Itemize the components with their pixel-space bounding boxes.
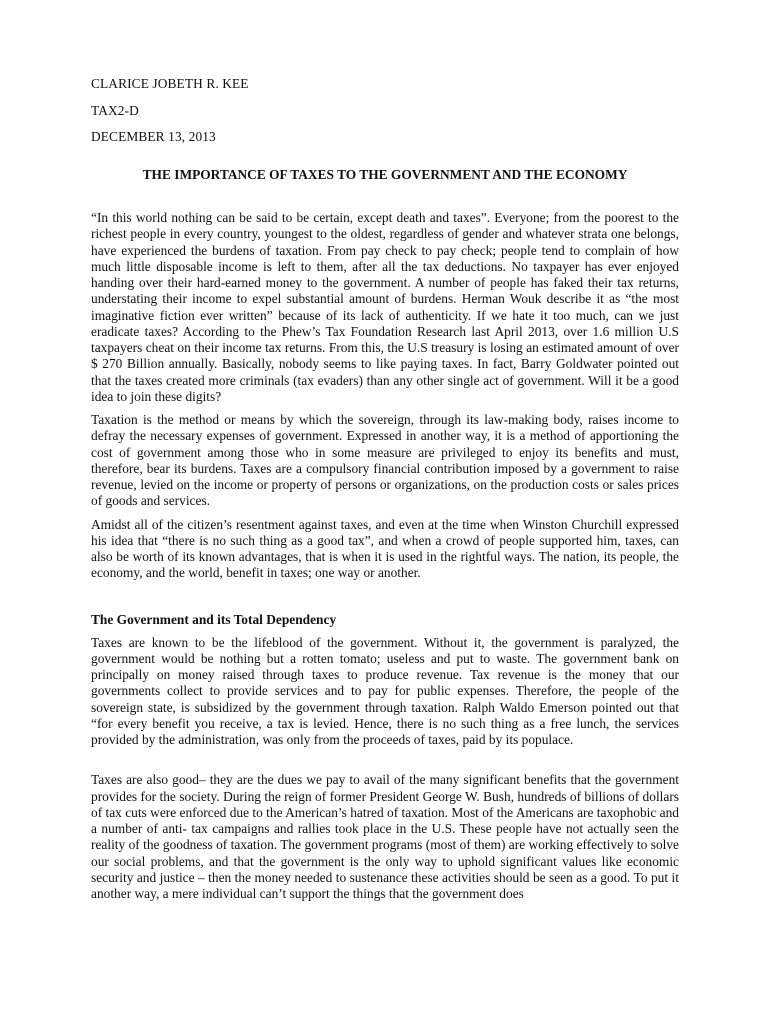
intro-paragraph-3: Amidst all of the citizen’s resentment against taxes, and even at the time when Winston Churchill expressed his idea that “there is no such thing as a good tax”, and when a crowd of people supported him, taxes, can also be worth of its known advantages, that is when it is used in the rightful ways. The nation, its people, the economy, and the world, benefit in taxes; one way or another.	[91, 516, 679, 581]
intro-paragraph-2: Taxation is the method or means by which the sovereign, through its law-making body, raises income to defray the necessary expenses of government. Expressed in another way, it is a method of apportioning the cost of government among those who in some measure are privileged to enjoy its benefits and must, therefore, bear its burdens. Taxes are a compulsory financial contribution imposed by a government to raise revenue, levied on the income or property of persons or organizations, on the production costs or sales prices of goods and services.	[91, 412, 679, 509]
course-code: TAX2-D	[91, 102, 139, 118]
author-name: CLARICE JOBETH R. KEE	[91, 76, 249, 91]
intro-paragraph-1: “In this world nothing can be said to be certain, except death and taxes”. Everyone; from the poorest to the richest people in every country, youngest to the oldest, regardless of gender and whatever strata one belongs, have experienced the burdens of taxation. From pay check to pay check; people tend to complain of how much little disposable income is left to them, after all the tax deductions. No taxpayer has ever enjoyed handing over their hard-earned money to the government. A number of people has faked their tax returns, understating their income to expel substantial amount of burdens. Herman Wouk describe it as “the most imaginative fiction ever written” because of its lack of authenticity. If we hate it too much, can we just eradicate taxes? According to the Phew’s Tax Foundation Research last April 2013, over 1.6 million U.S taxpayers cheat on their income tax returns. From this, the U.S treasury is losing an estimated amount of over $ 270 Billion annually. Basically, nobody seems to like paying taxes. In fact, Barry Goldwater pointed out that the taxes created more criminals (tax evaders) than any other single act of government. Will it be a good idea to join these digits?	[91, 210, 679, 404]
section-paragraph-2: Taxes are also good– they are the dues we pay to avail of the many significant benefits that the government provides for the society. During the reign of former President George W. Bush, hundreds of billions of dollars of tax cuts were enforced due to the American’s hatred of taxation. Most of the Americans are taxophobic and a number of anti- tax campaigns and rallies took place in the U.S. These people have not actually seen the reality of the goodness of taxation. The government programs (most of them) are working effectively to solve our social problems, and that the government is the only way to uphold significant values like economic security and justice – then the money needed to sustenance these activities should be seen as a good. To put it another way, a mere individual can’t support the things that the government does	[91, 772, 679, 901]
document-date: DECEMBER 13, 2013	[91, 129, 216, 144]
section-heading: The Government and its Total Dependency	[91, 611, 337, 627]
document-title: THE IMPORTANCE OF TAXES TO THE GOVERNMENT AND THE ECONOMY	[142, 167, 628, 182]
document-body	[91, 76, 679, 909]
section-paragraph-1: Taxes are known to be the lifeblood of the government. Without it, the government is paralyzed, the government would be nothing but a rotten tomato; useless and put to waste. The government bank on principally on money raised through taxes to produce revenue. Tax revenue is the money that our governments collect to provide services and to pay for public expenses. Therefore, the people of the sovereign state, is subsidized by the government through taxation. Ralph Waldo Emerson pointed out that “for every benefit you receive, a tax is levied. Hence, there is no such thing as a free lunch, the services provided by the administration, was only from the proceeds of taxes, paid by its populace.	[91, 634, 679, 747]
